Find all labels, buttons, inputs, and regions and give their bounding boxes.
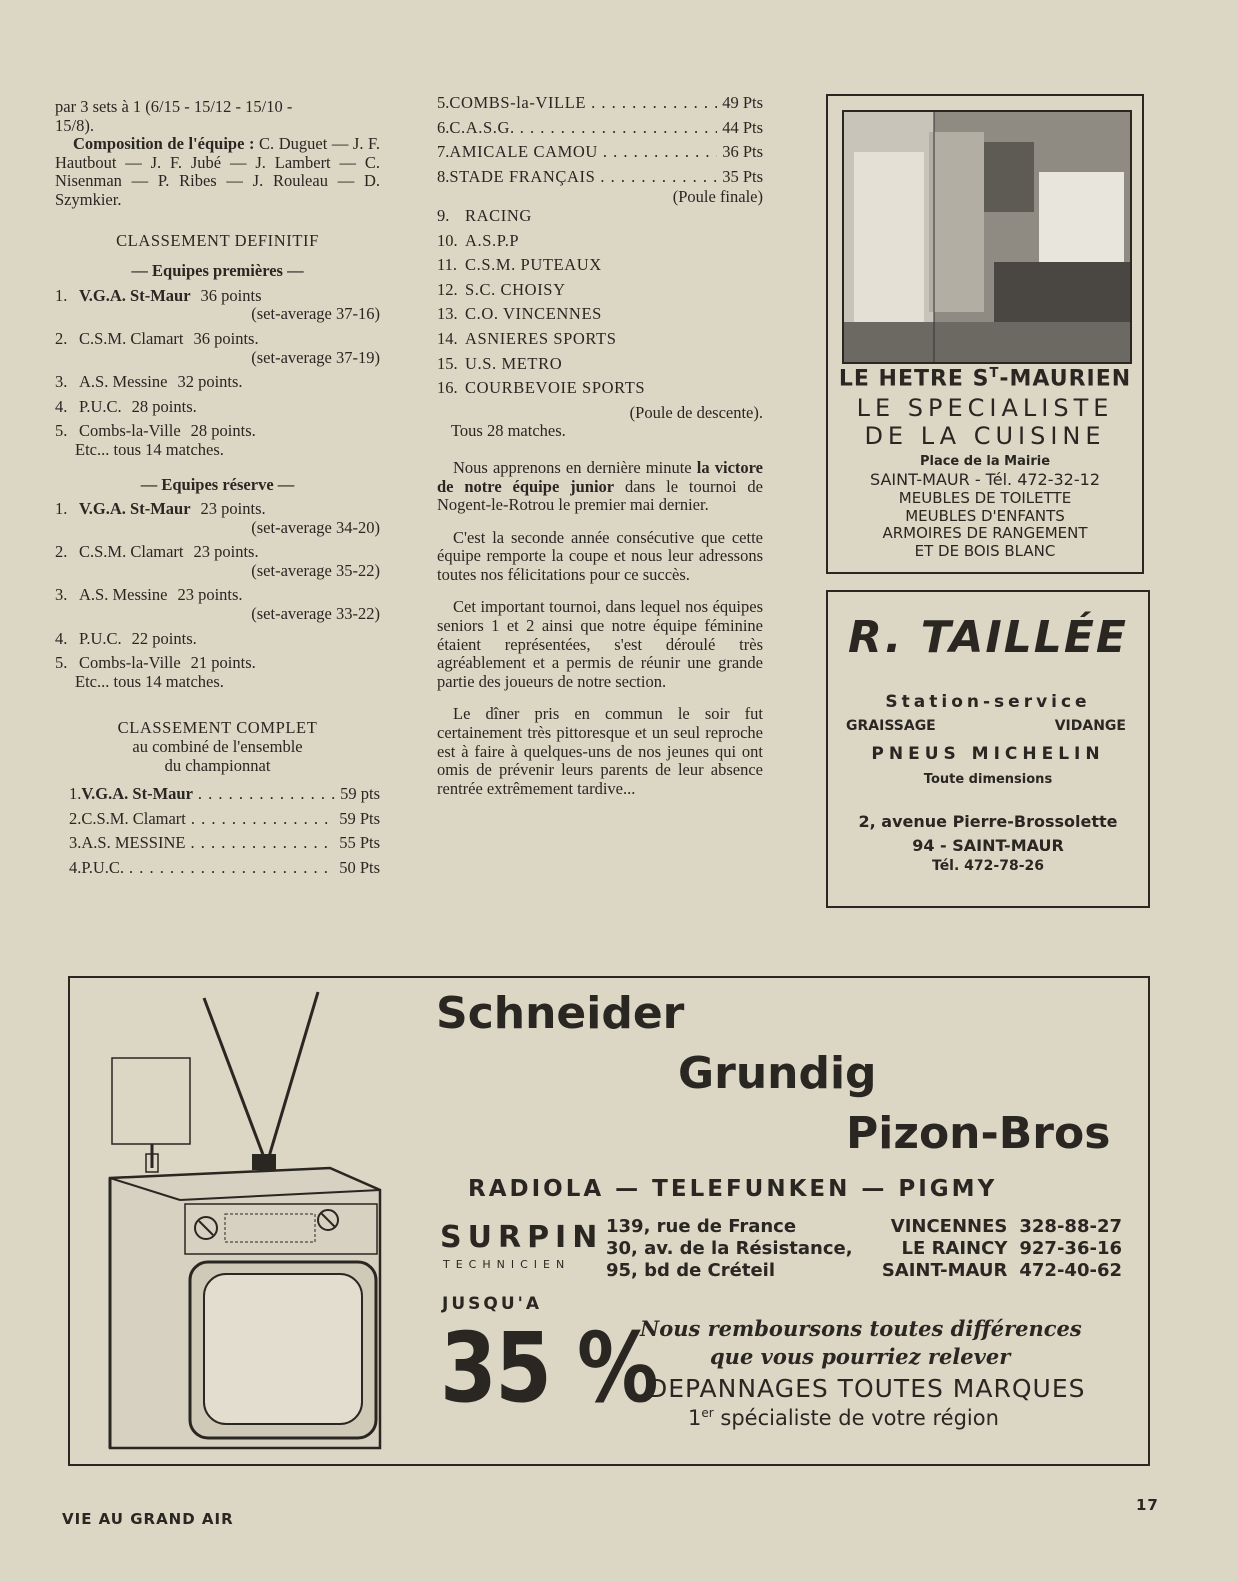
club-rank: 5. [437, 93, 450, 112]
surpin-addresses [606, 1216, 1122, 1282]
address-street: 30, av. de la Résistance, [606, 1238, 853, 1259]
club-rank: 11. [437, 255, 458, 275]
brand-schneider: Schneider [436, 988, 685, 1039]
hetre-cuisine: DE LA CUISINE [864, 422, 1106, 450]
column-middle [437, 94, 763, 812]
hetre-item-2: MEUBLES D'ENFANTS [905, 506, 1065, 525]
club-rank: 8. [437, 166, 450, 186]
ranking-list-top [437, 94, 763, 186]
ranking-line [55, 373, 380, 392]
ranking-points: 23 points. [200, 499, 266, 519]
brand-grundig: Grundig [678, 1048, 877, 1099]
taillee-street: 2, avenue Pierre-Brossolette [858, 812, 1118, 831]
brands-line: RADIOLA — TELEFUNKEN — PIGMY [468, 1176, 998, 1202]
ranking-rank: 2. [55, 328, 68, 348]
club-points: 35 Pts [722, 166, 763, 186]
complet-team: P.U.C. [81, 858, 125, 877]
paragraph-2: C'est la seconde année consécutive que cette équipe remporte la coupe et nous leur adressons toutes nos félicitations pour ce succès. [437, 527, 763, 584]
television-illustration [100, 978, 400, 1458]
address-row [606, 1260, 1122, 1282]
ranking-points: 23 points. [177, 585, 243, 605]
ranking-entry [55, 654, 380, 673]
club-rank: 9. [437, 205, 450, 225]
club-name: COMBS-la-VILLE [449, 93, 587, 112]
paragraph-1 [437, 459, 763, 515]
leader-dots [603, 143, 717, 162]
hetre-specialiste: LE SPECIALISTE [856, 394, 1114, 422]
premieres-list [55, 287, 380, 441]
premieres-title: — Equipes premières — [131, 261, 304, 281]
taillee-name: R. TAILLÉE [848, 612, 1128, 663]
reserve-list [55, 500, 380, 673]
ranking-points: 22 points. [131, 628, 197, 648]
poule-descente: (Poule de descente). [629, 402, 763, 422]
hetre-title-sup: T [989, 366, 1000, 381]
paragraph-1-a: Nous apprenons en dernière minute [453, 457, 692, 477]
ranking-team: P.U.C. [79, 396, 122, 416]
ranking-set-average: (set-average 37-19) [251, 347, 380, 367]
surpin-name: SURPIN [440, 1220, 604, 1255]
address-phone: 328-88-27 [1019, 1216, 1122, 1237]
club-name: A.S.P.P [465, 230, 520, 250]
intro-text-2: 15/8). [55, 115, 94, 135]
tous-28: Tous 28 matches. [451, 421, 566, 441]
ranking-list-bottom [437, 207, 763, 398]
club-rank: 10. [437, 230, 458, 250]
club-name: COURBEVOIE SPORTS [465, 378, 646, 398]
complet-rank: 2. [69, 808, 82, 828]
complet-row [69, 859, 380, 878]
club-row [437, 232, 763, 251]
column-left [55, 98, 380, 884]
ranking-entry [55, 373, 380, 392]
ranking-team: C.S.M. Clamart [79, 542, 184, 562]
taillee-phone: Tél. 472-78-26 [932, 858, 1044, 874]
complet-row [69, 834, 380, 853]
ranking-team: Combs-la-Ville [79, 653, 181, 673]
depannages: DEPANNAGES TOUTES MARQUES [648, 1374, 1086, 1403]
club-rank: 16. [437, 378, 458, 398]
club-row [437, 143, 763, 162]
leader-dots [600, 168, 717, 187]
specialist-sup: er [701, 1406, 714, 1420]
taillee-graissage: GRAISSAGE [846, 718, 936, 734]
page-number: 17 [1136, 1496, 1159, 1514]
ranking-line [55, 287, 380, 306]
refund-line-1: Nous remboursons toutes différences [640, 1316, 1082, 1341]
reserve-title: — Equipes réserve — [140, 474, 295, 494]
club-points: 44 Pts [722, 117, 763, 137]
club-row [437, 305, 763, 324]
ranking-team: A.S. Messine [79, 372, 168, 392]
complet-rank: 3. [69, 833, 82, 853]
footer-magazine: VIE AU GRAND AIR [62, 1510, 234, 1528]
paragraph-4: Le dîner pris en commun le soir fut certainement très pittoresque et un seul reproche est à faire à quelques-uns de nos jeunes qui ont omis de prévenir leurs parents de leur absence rentrée extrêmement tardive... [437, 704, 763, 798]
complet-list [55, 785, 380, 877]
intro-line [55, 98, 380, 135]
specialist-line [688, 1406, 999, 1430]
ranking-team: A.S. Messine [79, 585, 168, 605]
complet-row [69, 785, 380, 804]
ad-r-taillee [826, 590, 1150, 908]
ranking-rank: 4. [55, 628, 68, 648]
jusqua: JUSQU'A [442, 1294, 542, 1314]
club-row [437, 256, 763, 275]
club-name: STADE FRANÇAIS [449, 166, 596, 186]
club-name: AMICALE CAMOU [449, 142, 598, 162]
ranking-rank: 5. [55, 653, 68, 673]
taillee-city: 94 - SAINT-MAUR [912, 836, 1064, 855]
percent: 35 % [440, 1312, 657, 1424]
ranking-line [55, 543, 380, 562]
ranking-points: 21 points. [190, 653, 256, 673]
composition-text: C. Duguet — J. F. Hautbout — J. F. Jubé — J. Lambert — C. Nisenman — P. Ribes — J. Rouleau — D. Szymkier. [55, 134, 380, 209]
club-points: 49 Pts [722, 93, 763, 112]
address-row [606, 1216, 1122, 1238]
ranking-points: 36 points [200, 285, 262, 305]
address-city: VINCENNES [890, 1216, 1008, 1237]
ad-hetre-st-maurien [826, 94, 1144, 574]
club-name: ASNIERES SPORTS [465, 328, 617, 348]
hetre-title [828, 366, 1142, 391]
ranking-line [55, 422, 380, 441]
paragraph-1-bold: la victore de notre équipe junior [437, 457, 764, 496]
ranking-points: 28 points. [131, 396, 197, 416]
ranking-rank: 5. [55, 421, 68, 441]
ranking-line [55, 630, 380, 649]
club-rank: 6. [437, 117, 450, 137]
specialist-num: 1 [688, 1406, 702, 1430]
address-city: SAINT-MAUR [881, 1260, 1008, 1281]
leader-dots [190, 834, 334, 853]
complet-title-3: du championnat [164, 755, 271, 775]
club-rank: 14. [437, 328, 458, 348]
taillee-vidange: VIDANGE [1054, 718, 1126, 734]
ranking-rank: 2. [55, 542, 68, 562]
club-row [437, 281, 763, 300]
specialist-text: spécialiste de votre région [720, 1406, 999, 1430]
complet-points: 55 Pts [339, 833, 380, 853]
ranking-entry [55, 287, 380, 324]
leader-dots [520, 119, 717, 138]
taillee-dimensions: Toute dimensions [923, 772, 1053, 787]
ranking-points: 28 points. [190, 421, 256, 441]
club-row [437, 119, 763, 138]
ranking-set-average: (set-average 37-16) [251, 304, 380, 324]
leader-dots [191, 810, 334, 829]
composition [55, 135, 380, 209]
ranking-line [55, 654, 380, 673]
ranking-team: Combs-la-Ville [79, 421, 181, 441]
ranking-set-average: (set-average 35-22) [251, 560, 380, 580]
hetre-place: Place de la Mairie [919, 454, 1051, 469]
ranking-team: C.S.M. Clamart [79, 328, 184, 348]
club-name: C.A.S.G. [449, 117, 515, 137]
kitchen-photo [842, 110, 1132, 364]
ranking-entry [55, 543, 380, 580]
ranking-points: 36 points. [193, 328, 259, 348]
premieres-etc: Etc... tous 14 matches. [75, 439, 224, 459]
paragraph-1-b: dans le tournoi de Nogent-le-Rotrou le premier mai dernier. [437, 476, 764, 515]
club-rank: 12. [437, 279, 458, 299]
ranking-line [55, 398, 380, 417]
refund-line-2: que vous pourriez relever [710, 1344, 1011, 1369]
ranking-entry [55, 398, 380, 417]
ranking-line [55, 586, 380, 605]
ranking-entry [55, 630, 380, 649]
complet-title-1: CLASSEMENT COMPLET [117, 718, 318, 738]
hetre-title-b: -MAURIEN [999, 366, 1132, 392]
complet-team: A.S. MESSINE [81, 833, 186, 853]
complet-row [69, 810, 380, 829]
taillee-service: Station-service [885, 692, 1091, 712]
ranking-points: 23 points. [193, 542, 259, 562]
address-street: 139, rue de France [606, 1216, 797, 1237]
club-points: 36 Pts [722, 142, 763, 162]
poule-finale: (Poule finale) [672, 187, 763, 207]
ad-surpin [68, 976, 1150, 1466]
hetre-item-4: ET DE BOIS BLANC [914, 541, 1056, 560]
ranking-team: V.G.A. St-Maur [79, 285, 191, 305]
complet-points: 59 Pts [339, 808, 380, 828]
paragraph-3: Cet important tournoi, dans lequel nos équipes seniors 1 et 2 ainsi que notre équipe féminine étaient représentées, s'est déroulé très agréablement et a permis de réunir une grande partie des joueurs de notre section. [437, 597, 763, 691]
ranking-line [55, 330, 380, 349]
address-row [606, 1238, 1122, 1260]
club-rank: 13. [437, 304, 458, 324]
club-row [437, 207, 763, 226]
ranking-entry [55, 422, 380, 441]
address-phone: 472-40-62 [1019, 1260, 1122, 1281]
address-city: LE RAINCY [901, 1238, 1008, 1259]
complet-rank: 4. [69, 858, 82, 877]
complet-team: V.G.A. St-Maur [81, 784, 193, 804]
hetre-address: SAINT-MAUR - Tél. 472-32-12 [869, 470, 1100, 489]
club-rank: 7. [437, 142, 450, 162]
club-name: S.C. CHOISY [465, 279, 566, 299]
club-row [437, 379, 763, 398]
taillee-pneus: PNEUS MICHELIN [871, 744, 1105, 764]
surpin-role: TECHNICIEN [443, 1258, 571, 1271]
address-street: 95, bd de Créteil [606, 1260, 775, 1281]
ranking-entry [55, 330, 380, 367]
reserve-etc: Etc... tous 14 matches. [75, 671, 224, 691]
hetre-title-a: LE HETRE S [838, 366, 990, 392]
ranking-entry [55, 586, 380, 623]
intro-text-1: par 3 sets à 1 (6/15 - 15/12 - 15/10 - [55, 97, 293, 116]
complet-title-2: au combiné de l'ensemble [132, 737, 303, 757]
hetre-item-1: MEUBLES DE TOILETTE [898, 489, 1072, 507]
brand-pizon-bros: Pizon-Bros [846, 1108, 1111, 1159]
leader-dots [198, 785, 335, 804]
complet-title [55, 719, 380, 775]
ranking-rank: 4. [55, 396, 68, 416]
ranking-rank: 3. [55, 585, 68, 605]
club-name: RACING [465, 205, 532, 225]
complet-team: C.S.M. Clamart [81, 808, 186, 828]
club-rank: 15. [437, 353, 458, 373]
hetre-item-3: ARMOIRES DE RANGEMENT [882, 524, 1088, 542]
address-phone: 927-36-16 [1019, 1238, 1122, 1259]
ranking-team: P.U.C. [79, 628, 122, 648]
club-row [437, 94, 763, 113]
club-name: U.S. METRO [465, 353, 563, 373]
ranking-set-average: (set-average 34-20) [251, 517, 380, 537]
composition-label: Composition de l'équipe : [73, 134, 255, 154]
ranking-points: 32 points. [177, 372, 243, 392]
hetre-items [828, 490, 1142, 560]
ranking-rank: 1. [55, 285, 68, 305]
club-name: C.O. VINCENNES [465, 304, 602, 324]
kitchen-photo-image [844, 112, 1130, 362]
ranking-set-average: (set-average 33-22) [251, 604, 380, 624]
complet-rank: 1. [69, 784, 82, 804]
club-row [437, 355, 763, 374]
club-name: C.S.M. PUTEAUX [465, 255, 602, 275]
complet-points: 59 pts [340, 784, 380, 804]
ranking-entry [55, 500, 380, 537]
complet-points: 50 Pts [339, 858, 380, 877]
classement-title: CLASSEMENT DEFINITIF [116, 230, 319, 250]
club-row [437, 168, 763, 187]
ranking-line [55, 500, 380, 519]
ranking-rank: 3. [55, 372, 68, 392]
ranking-rank: 1. [55, 499, 68, 519]
ranking-team: V.G.A. St-Maur [79, 499, 191, 519]
leader-dots [129, 859, 334, 878]
leader-dots [591, 94, 717, 113]
club-row [437, 330, 763, 349]
